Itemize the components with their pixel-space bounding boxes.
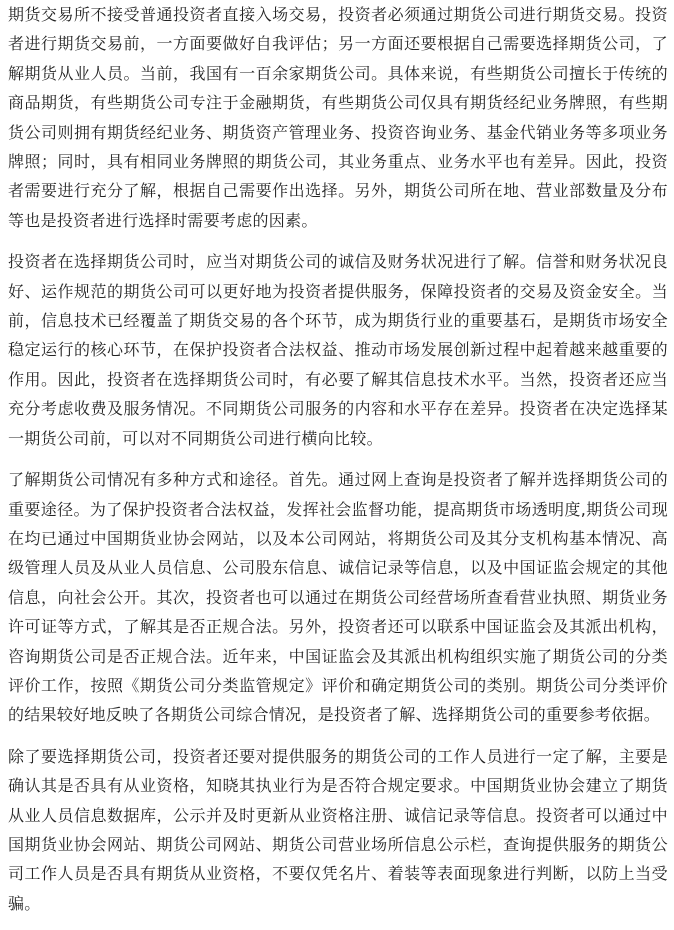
paragraph-4: 除了要选择期货公司，投资者还要对提供服务的期货公司的工作人员进行一定了解，主要是确认其是否具有从业资格，知晓其执业行为是否符合规定要求。中国期货业协会建立了期货从业人员信息数据库，公示并及时更新从业资格注册、诚信记录等信息。投资者可以通过中国期货业协会网站、期货公司网站、期货公司营业场所信息公示栏，查询提供服务的期货公司工作人员是否具有期货从业资格，不要仅凭名片、着装等表面现象进行判断，以防上当受骗。 (8, 746, 668, 913)
paragraph-3: 了解期货公司情况有多种方式和途径。首先。通过网上查询是投资者了解并选择期货公司的重要途径。为了保护投资者合法权益，发挥社会监督功能，提高期货市场透明度,期货公司现在均已通过中国期货业协会网站，以及本公司网站，将期货公司及其分支机构基本情况、高级管理人员及从业人员信息、公司股东信息、诚信记录等信息，以及中国证监会规定的其他信息，向社会公开。其次，投资者也可以通过在期货公司经营场所查看营业执照、期货业务许可证等方式，了解其是否正规合法。另外，投资者还可以联系中国证监会及其派出机构，咨询期货公司是否正规合法。近年来，中国证监会及其派出机构组织实施了期货公司的分类评价工作，按照《期货公司分类监管规定》评价和确定期货公司的类别。期货公司分类评价的结果较好地反映了各期货公司综合情况，是投资者了解、选择期货公司的重要参考依据。 (8, 470, 668, 725)
article-body (8, 0, 668, 930)
paragraph-2: 投资者在选择期货公司时，应当对期货公司的诚信及财务状况进行了解。信誉和财务状况良好、运作规范的期货公司可以更好地为投资者提供服务，保障投资者的交易及资金安全。当前，信息技术已经覆盖了期货交易的各个环节，成为期货行业的重要基石，是期货市场安全稳定运行的核心环节，在保护投资者合法权益、推动市场发展创新过程中起着越来越重要的作用。因此，投资者在选择期货公司时，有必要了解其信息技术水平。当然，投资者还应当充分考虑收费及服务情况。不同期货公司服务的内容和水平存在差异。投资者在决定选择某一期货公司前，可以对不同期货公司进行横向比较。 (8, 252, 668, 448)
paragraph-1: 期货交易所不接受普通投资者直接入场交易，投资者必须通过期货公司进行期货交易。投资者进行期货交易前，一方面要做好自我评估；另一方面还要根据自己需要选择期货公司，了解期货从业人员。当前，我国有一百余家期货公司。具体来说，有些期货公司擅长于传统的商品期货，有些期货公司专注于金融期货，有些期货公司仅具有期货经纪业务牌照，有些期货公司则拥有期货经纪业务、期货资产管理业务、投资咨询业务、基金代销业务等多项业务牌照；同时，具有相同业务牌照的期货公司，其业务重点、业务水平也有差异。因此，投资者需要进行充分了解，根据自己需要作出选择。另外，期货公司所在地、营业部数量及分布等也是投资者进行选择时需要考虑的因素。 (8, 5, 668, 230)
